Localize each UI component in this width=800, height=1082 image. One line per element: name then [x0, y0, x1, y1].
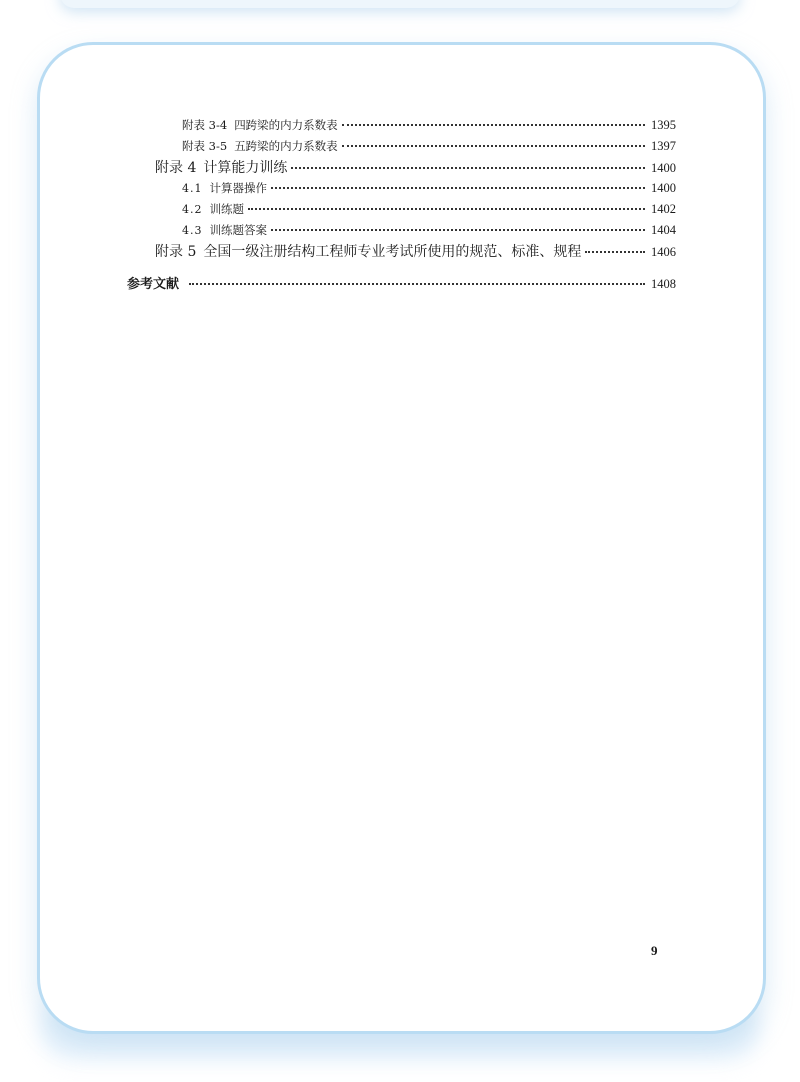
dot-leader	[271, 187, 645, 189]
dot-leader	[291, 167, 645, 169]
toc-entry-appendix-table-3-4[interactable]	[182, 117, 676, 133]
toc-entry-title: 计算能力训练	[203, 160, 288, 176]
toc-entry-page: 1400	[651, 161, 676, 175]
toc-entry-appendix-4[interactable]	[155, 157, 676, 177]
toc-entry-number: 附表 3-5	[182, 139, 228, 153]
toc-entry-page: 1408	[651, 277, 676, 291]
toc-entry-number: 4.2	[182, 203, 203, 216]
toc-entry-title: 参考文献	[127, 277, 180, 292]
page-number: 9	[651, 943, 658, 958]
toc-entry-page: 1397	[651, 139, 676, 153]
toc-entry-label	[182, 180, 267, 196]
dot-leader	[342, 124, 645, 126]
previous-page-edge	[60, 0, 740, 8]
toc-entry-label	[182, 201, 244, 217]
toc-entry-title: 训练题答案	[209, 223, 267, 237]
toc-entry-number: 附表 3-4	[182, 118, 228, 132]
toc-entry-number: 4.1	[182, 182, 203, 195]
toc-entry-title: 训练题	[209, 202, 244, 216]
toc-entry-number: 附录 5	[155, 244, 197, 260]
toc-entry-label	[155, 157, 287, 177]
toc-entry-page: 1404	[651, 223, 676, 237]
toc-entry-page: 1402	[651, 202, 676, 216]
dot-leader	[585, 251, 645, 253]
dot-leader	[271, 229, 645, 231]
toc-entry-appendix-table-3-5[interactable]	[182, 138, 676, 154]
toc-entry-section-4-2[interactable]	[182, 201, 676, 217]
toc-entry-title: 计算器操作	[209, 181, 267, 195]
toc-entry-label	[182, 117, 338, 133]
toc-entry-section-4-3[interactable]	[182, 222, 676, 238]
toc-entry-label	[182, 222, 267, 238]
toc-entry-number: 附录 4	[155, 160, 197, 176]
toc-entry-page: 1395	[651, 118, 676, 132]
toc-entry-label	[182, 138, 338, 154]
toc-entry-page: 1400	[651, 181, 676, 195]
toc-entry-label	[127, 273, 179, 292]
toc-entry-page: 1406	[651, 245, 676, 259]
toc-entry-title: 四跨梁的内力系数表	[234, 118, 338, 132]
toc-entry-label	[155, 241, 581, 261]
toc-entry-number: 4.3	[182, 224, 203, 237]
dot-leader	[189, 283, 645, 285]
toc-entry-title: 全国一级注册结构工程师专业考试所使用的规范、标准、规程	[203, 244, 582, 260]
dot-leader	[248, 208, 645, 210]
toc-entry-references[interactable]	[127, 273, 676, 292]
toc-entry-appendix-5[interactable]	[155, 241, 676, 261]
dot-leader	[342, 145, 645, 147]
toc-entry-title: 五跨梁的内力系数表	[234, 139, 338, 153]
toc-entry-section-4-1[interactable]	[182, 180, 676, 196]
